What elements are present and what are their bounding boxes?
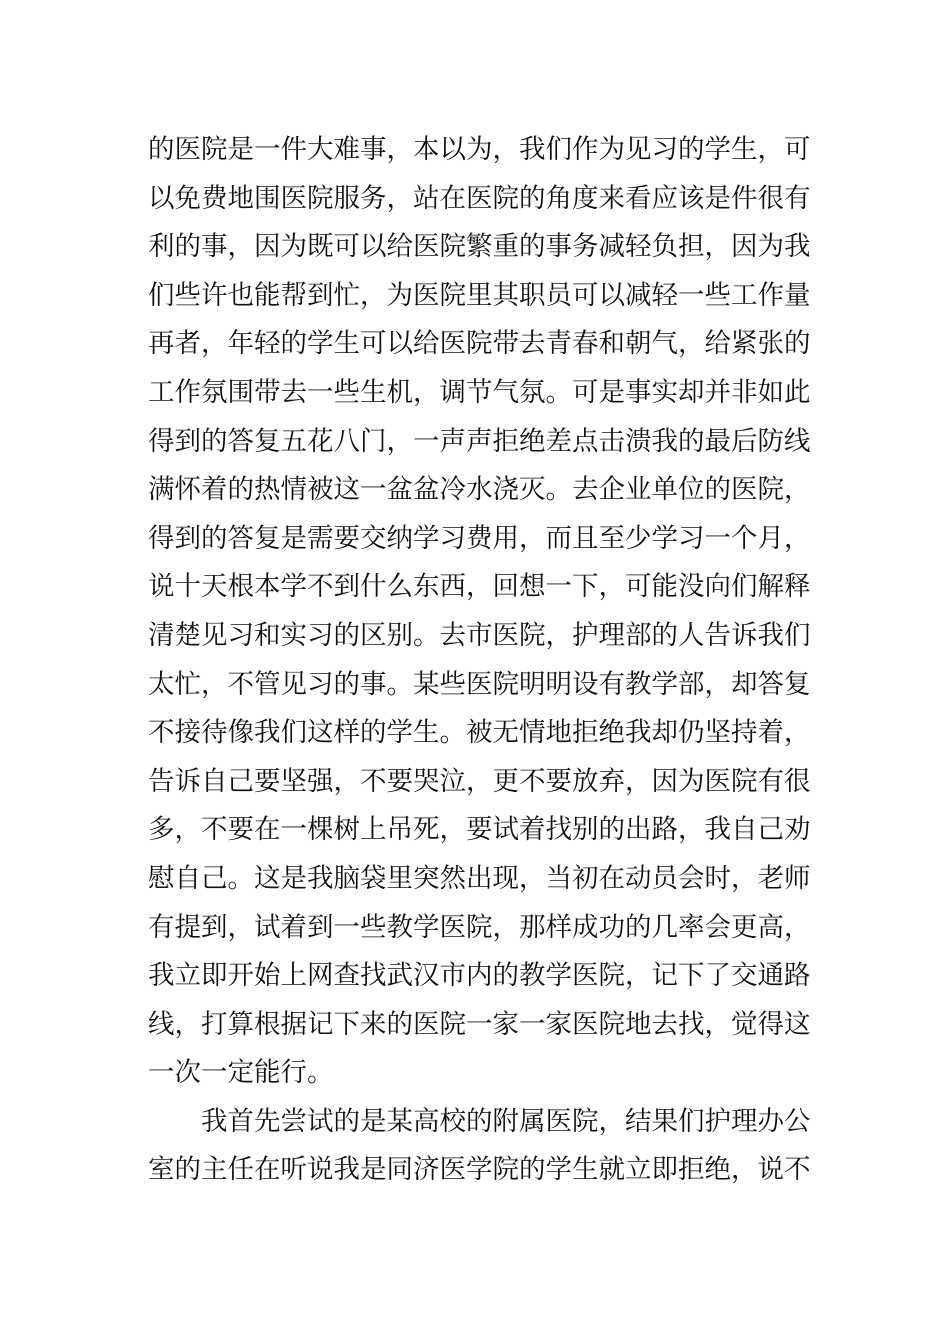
text-line: 的医院是一件大难事，本以为，我们作为见习的学生，可 — [148, 134, 811, 165]
text-line: 工作氛围带去一些生机，调节气氛。可是事实却并非如此 — [148, 376, 811, 408]
text-line: 慰自己。这是我脑袋里突然出现，当初在动员会时，老师 — [148, 862, 811, 894]
text-line: 说十天根本学不到什么东西，回想一下，可能没向们解释 — [148, 571, 811, 603]
text-line: 太忙，不管见习的事。某些医院明明设有教学部，却答复 — [148, 668, 811, 700]
text-line: 利的事，因为既可以给医院繁重的事务减轻负担，因为我 — [148, 231, 811, 263]
text-line: 以免费地围医院服务，站在医院的角度来看应该是件很有 — [148, 182, 811, 214]
text-line: 再者，年轻的学生可以给医院带去青春和朝气，给紧张的 — [148, 328, 811, 360]
body-text — [148, 126, 828, 1195]
text-line: 有提到，试着到一些教学医院，那样成功的几率会更高， — [148, 911, 811, 943]
text-line: 们些许也能帮到忙，为医院里其职员可以减轻一些工作量 — [148, 279, 811, 311]
text-line: 我立即开始上网查找武汉市内的教学医院，记下了交通路 — [148, 960, 811, 992]
text-line: 告诉自己要坚强，不要哭泣，更不要放弃，因为医院有很 — [148, 765, 811, 797]
text-line: 清楚见习和实习的区别。去市医院，护理部的人告诉我们 — [148, 619, 811, 651]
text-line: 一次一定能行。 — [148, 1057, 334, 1089]
text-line: 线，打算根据记下来的医院一家一家医院地去找，觉得这 — [148, 1008, 811, 1040]
text-line: 多，不要在一棵树上吊死，要试着找别的出路，我自己劝 — [148, 814, 811, 846]
text-line: 满怀着的热情被这一盆盆冷水浇灭。去企业单位的医院， — [148, 474, 811, 506]
text-line: 室的主任在听说我是同济医学院的学生就立即拒绝，说不 — [148, 1154, 811, 1186]
paragraph-start-line: 我首先尝试的是某高校的附属医院，结果们护理办公 — [201, 1105, 811, 1137]
text-line: 不接待像我们这样的学生。被无情地拒绝我却仍坚持着， — [148, 717, 811, 749]
text-line: 得到的答复五花八门，一声声拒绝差点击溃我的最后防线 — [148, 425, 811, 457]
text-line: 得到的答复是需要交纳学习费用，而且至少学习一个月， — [148, 522, 811, 554]
